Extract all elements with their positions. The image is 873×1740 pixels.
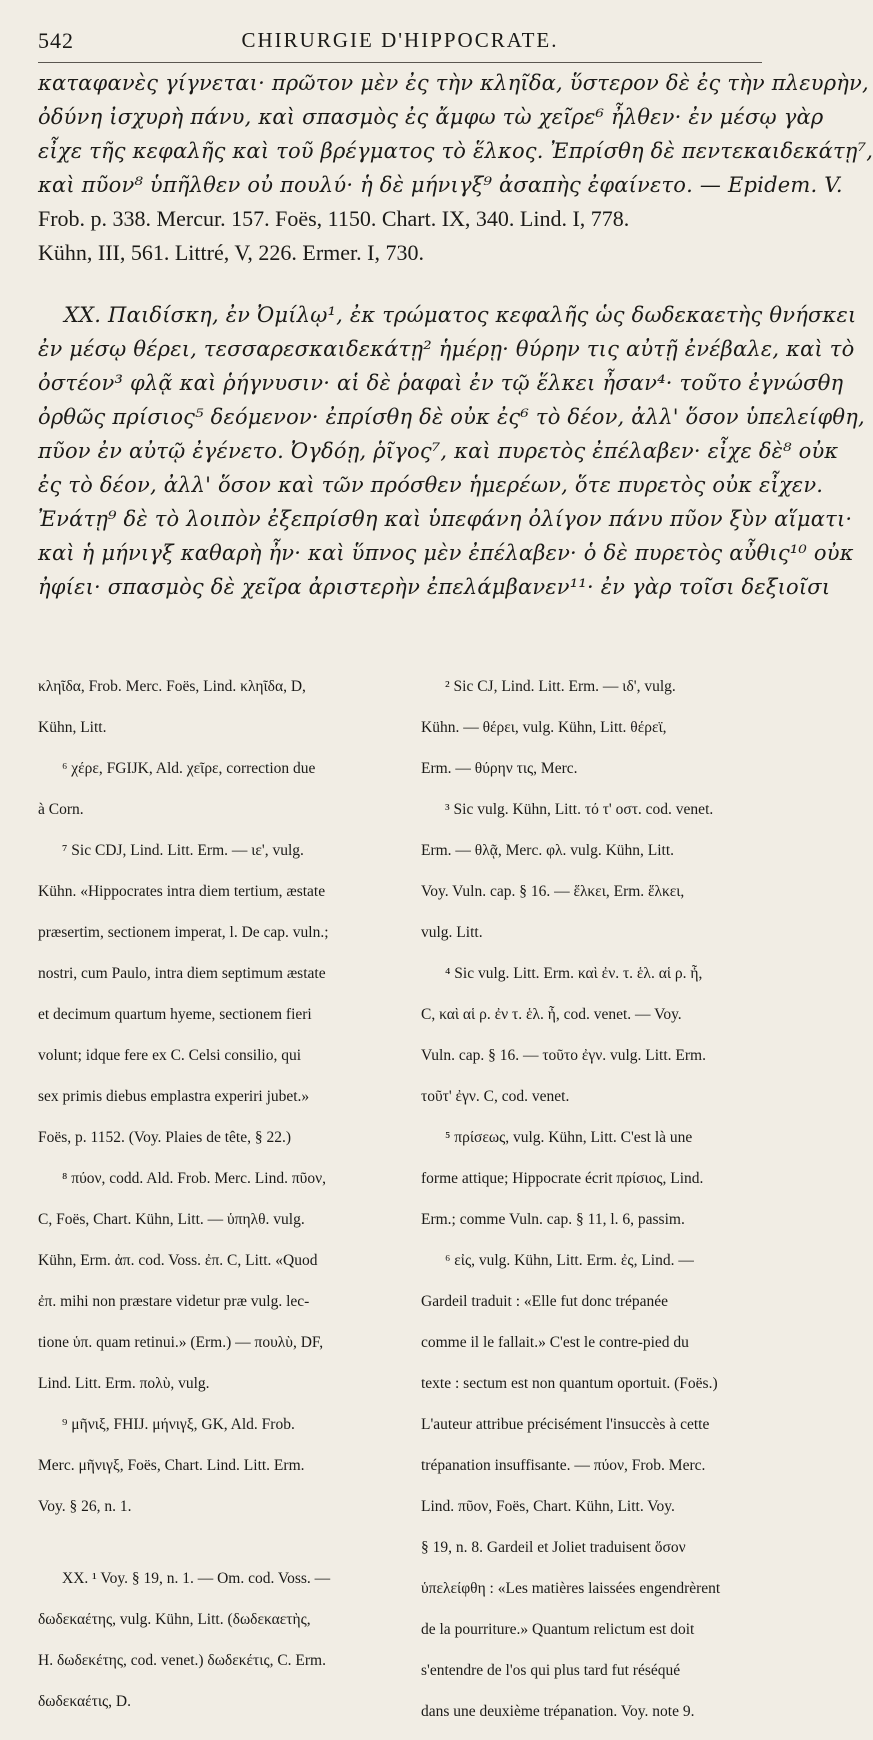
footnote-line: Kühn. — θέρει, vulg. Kühn, Litt. θέρεϊ, (421, 718, 667, 736)
footnote-line: Voy. § 26, n. 1. (38, 1497, 132, 1515)
greek-line: ἠφίει· σπασμὸς δὲ χεῖρα ἀριστερὴν ἐπελάμβανεν¹¹· ἐν γὰρ τοῖσι δεξιοῖσι (38, 575, 831, 599)
footnote-line: Lind. Litt. Erm. πολὺ, vulg. (38, 1374, 210, 1392)
footnote-line: C, καὶ αἱ ρ. ἐν τ. ἑλ. ἦ, cod. venet. — Voy. (421, 1005, 682, 1023)
footnote-line: τοῦτ' ἐγν. C, cod. venet. (421, 1087, 570, 1105)
footnote-line: ⁷ Sic CDJ, Lind. Litt. Erm. — ιε', vulg. (62, 841, 304, 859)
footnote-line: dans une deuxième trépanation. Voy. note 9. (421, 1702, 695, 1720)
footnote-line: Lind. πῦον, Foës, Chart. Kühn, Litt. Voy. (421, 1497, 675, 1515)
footnote-line: ⁶ εἰς, vulg. Kühn, Litt. Erm. ἐς, Lind. — (445, 1251, 694, 1269)
footnote-line: ἐπ. mihi non præstare videtur præ vulg. lec- (38, 1292, 310, 1310)
running-title: CHIRURGIE D'HIPPOCRATE. (241, 28, 559, 52)
footnote-line: Erm. — θλᾷ, Merc. φλ. vulg. Kühn, Litt. (421, 841, 675, 859)
footnote-line: Kühn. «Hippocrates intra diem tertium, æstate (38, 882, 326, 900)
greek-line: καὶ ἡ μήνιγξ καθαρὴ ἦν· καὶ ὕπνος μὲν ἐπέλαβεν· ὁ δὲ πυρετὸς αὖθις¹⁰ οὐκ (38, 541, 854, 565)
footnote-line: ⁶ χέρε, FGIJK, Ald. χεῖρε, correction due (62, 759, 316, 777)
greek-line: ἐν μέσῳ θέρει, τεσσαρεσκαιδεκάτῃ² ἡμέρῃ· θύρην τις αὐτῇ ἐνέβαλε, καὶ τὸ (38, 337, 855, 361)
footnote-line: XX. ¹ Voy. § 19, n. 1. — Om. cod. Voss. — (62, 1570, 331, 1587)
greek-line: Ἐνάτῃ⁹ δὲ τὸ λοιπὸν ἐξεπρίσθη καὶ ὑπεφάνη ὀλίγον πάνυ πῦον ξὺν αἵματι· (38, 507, 853, 531)
greek-line: καὶ πῦον⁸ ὑπῆλθεν οὐ πουλύ· ἡ δὲ μήνιγξ⁹ ἀσαπὴς ἐφαίνετο. — Epidem. V. (38, 173, 843, 197)
footnote-line: tione ὑπ. quam retinui.» (Erm.) — πουλὺ, DF, (38, 1333, 324, 1351)
footnote-line: sex primis diebus emplastra experiri jubet.» (38, 1087, 310, 1105)
footnote-line: comme il le fallait.» C'est le contre-pied du (421, 1333, 689, 1351)
footnote-line: Kühn, Erm. ἀπ. cod. Voss. ἐπ. C, Litt. «Quod (38, 1251, 318, 1269)
footnote-line: C, Foës, Chart. Kühn, Litt. — ὑπηλθ. vulg. (38, 1210, 305, 1228)
footnote-line: Foës, p. 1152. (Voy. Plaies de tête, § 22.) (38, 1128, 291, 1146)
footnote-line: Erm. — θύρην τις, Merc. (421, 759, 578, 777)
greek-line: εἶχε τῆς κεφαλῆς καὶ τοῦ βρέγματος τὸ ἕλκος. Ἐπρίσθη δὲ πεντεκαιδεκάτῃ⁷, (38, 139, 873, 163)
footnote-line: ⁹ μῆνιξ, FHIJ. μήνιγξ, GK, Ald. Frob. (62, 1415, 295, 1433)
footnotes-left-column (38, 658, 387, 1740)
page-number: 542 (38, 28, 74, 53)
footnote-line: Merc. μῆνιγξ, Foës, Chart. Lind. Litt. Erm. (38, 1456, 305, 1474)
footnote-line: § 19, n. 8. Gardeil et Joliet traduisent ὅσον (421, 1538, 686, 1556)
footnote-line: ² Sic CJ, Lind. Litt. Erm. — ιδ', vulg. (445, 677, 676, 695)
greek-line: ὀδύνη ἰσχυρὴ πάνυ, καὶ σπασμὸς ἐς ἄμφω τὼ χεῖρε⁶ ἦλθεν· ἐν μέσῳ γὰρ (38, 105, 824, 129)
section-xx (38, 298, 865, 604)
footnote-line: δωδεκαέτης, vulg. Kühn, Litt. (δωδεκαετὴς, (38, 1611, 311, 1628)
footnote-line: Voy. Vuln. cap. § 16. — ἕλκει, Erm. ἕλκει, (421, 882, 685, 900)
page-header (38, 28, 762, 62)
footnote-line: ⁴ Sic vulg. Litt. Erm. καὶ ἐν. τ. ἑλ. αἱ ρ. ἦ, (445, 964, 703, 982)
footnote-line: præsertim, sectionem imperat, l. De cap. vuln.; (38, 923, 329, 941)
footnote-line: et decimum quartum hyeme, sectionem fieri (38, 1005, 312, 1023)
footnotes (38, 658, 770, 1740)
footnote-line: L'auteur attribue précisément l'insuccès à cette (421, 1415, 710, 1433)
greek-line: καταφανὲς γίγνεται· πρῶτον μὲν ἐς τὴν κληῖδα, ὕστερον δὲ ἐς τὴν πλευρὴν, (38, 71, 869, 95)
reference-line: Frob. p. 338. Mercur. 157. Foës, 1150. Chart. IX, 340. Lind. I, 778. (38, 206, 630, 231)
footnote-line: H. δωδεκέτης, cod. venet.) δωδεκέτις, C. Erm. (38, 1652, 326, 1669)
footnote-line: Gardeil traduit : «Elle fut donc trépanée (421, 1292, 669, 1310)
greek-line: πῦον ἐν αὐτῷ ἐγένετο. Ὀγδόῃ, ῥῖγος⁷, καὶ πυρετὸς ἐπέλαβεν· εἶχε δὲ⁸ οὐκ (38, 439, 839, 463)
footnote-line: Erm.; comme Vuln. cap. § 11, l. 6, passim. (421, 1210, 685, 1228)
footnote-line: vulg. Litt. (421, 923, 483, 941)
footnote-line: trépanation insuffisante. — πύον, Frob. Merc. (421, 1456, 706, 1474)
footnote-line: nostri, cum Paulo, intra diem septimum æstate (38, 964, 326, 982)
footnote-line: volunt; idque fere ex C. Celsi consilio, qui (38, 1046, 302, 1064)
text-block-top (38, 66, 873, 270)
footnote-line: à Corn. (38, 800, 84, 818)
footnote-line: ⁵ πρίσεως, vulg. Kühn, Litt. C'est là une (445, 1128, 693, 1146)
header-rule (38, 62, 762, 63)
footnote-line: s'entendre de l'os qui plus tard fut réséqué (421, 1661, 681, 1679)
footnotes-right-column (421, 658, 770, 1740)
footnote-line: δωδεκαέτις, D. (38, 1693, 131, 1710)
main-text (38, 66, 873, 604)
footnote-line: Vuln. cap. § 16. — τοῦτο ἐγν. vulg. Litt. Erm. (421, 1046, 706, 1064)
greek-line: ὀστέον³ φλᾷ καὶ ῥήγνυσιν· αἱ δὲ ῥαφαὶ ἐν τῷ ἕλκει ἦσαν⁴· τοῦτο ἐγνώσθη (38, 371, 844, 395)
reference-line: Kühn, III, 561. Littré, V, 226. Ermer. I, 730. (38, 240, 424, 265)
footnote-line: Kühn, Litt. (38, 718, 107, 736)
footnote-line: de la pourriture.» Quantum relictum est doit (421, 1620, 695, 1638)
section-heading-line: XX. Παιδίσκη, ἐν Ὀμίλῳ¹, ἐκ τρώματος κεφαλῆς ὡς δωδεκαετὴς θνήσκει (64, 303, 857, 327)
footnote-line: ⁸ πύον, codd. Ald. Frob. Merc. Lind. πῦον, (62, 1169, 326, 1187)
footnote-line: ³ Sic vulg. Kühn, Litt. τό τ' οστ. cod. venet. (445, 800, 714, 818)
greek-line: ἐς τὸ δέον, ἀλλ' ὅσον καὶ τῶν πρόσθεν ἡμερέων, ὅτε πυρετὸς οὐκ εἶχεν. (38, 473, 824, 497)
greek-line: ὀρθῶς πρίσιος⁵ δεόμενον· ἐπρίσθη δὲ οὐκ ἐς⁶ τὸ δέον, ἀλλ' ὅσον ὑπελείφθη, (38, 405, 865, 429)
footnote-line: texte : sectum est non quantum oportuit. (Foës.) (421, 1374, 718, 1392)
footnote-line: κληῖδα, Frob. Merc. Foës, Lind. κληῖδα, D, (38, 677, 306, 695)
footnote-line: forme attique; Hippocrate écrit πρίσιος, Lind. (421, 1169, 704, 1187)
footnote-line: ὑπελείφθη : «Les matières laissées engendrèrent (421, 1579, 721, 1597)
